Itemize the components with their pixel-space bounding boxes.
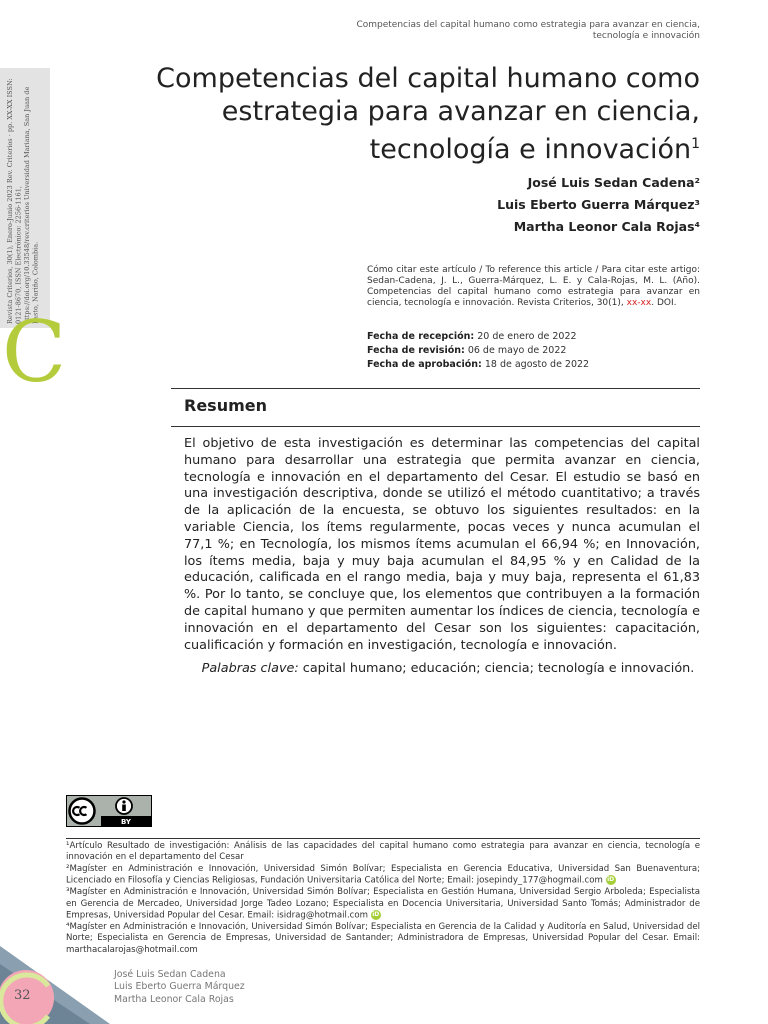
orcid-icon[interactable]: iD — [372, 910, 380, 918]
author-name: Luis Eberto Guerra Márquez³ — [497, 197, 700, 212]
footnote-3-text: ³Magíster en Administración e Innovación, Universidad Simón Bolívar; Especialista en Gestión Humana, Universidad Sergio Arboleda; Especialista en Gerencia de Mercadeo, Universidad Jorge Tadeo Lozano; Especialista en Docencia Universitaria, Universidad Santo Tomás; Administrador de Empresas, Universidad Popular del Cesar. Email: isidrag@hotmail.com — [66, 887, 700, 921]
keywords-line — [184, 660, 700, 677]
running-head: Competencias del capital humano como estrategia para avanzar en ciencia, tecnología e innovación — [356, 20, 700, 41]
author-list — [300, 172, 700, 238]
footnote-2-text: ²Magíster en Administración e Innovación, Universidad Simón Bolívar; Especialista en Gerencia Educativa, Universidad San Buenaventura; Licenciado en Filosofía y Ciencias Religiosas, Fundación Universitaria Católica del Norte; Email: josepindy_177@hogmail.com — [66, 863, 700, 886]
footer-author: Martha Leonor Cala Rojas — [114, 993, 234, 1005]
date-label: Fecha de aprobación: — [367, 359, 482, 370]
date-label: Fecha de recepción: — [367, 331, 475, 342]
journal-sidebar — [0, 68, 50, 328]
citation-doi: . DOI. — [651, 298, 677, 308]
date-value: 18 de agosto de 2022 — [484, 359, 590, 370]
date-received — [367, 330, 700, 344]
citation-pages: xx-xx — [626, 298, 652, 308]
date-revised — [367, 344, 700, 358]
date-value: 06 de mayo de 2022 — [467, 345, 567, 356]
article-title-text: Competencias del capital humano como estrategia para avanzar en ciencia, tecnología e innovación — [156, 63, 700, 165]
footer-author: Luis Eberto Guerra Márquez — [114, 981, 245, 993]
footnote-1: ¹Artículo Resultado de investigación: Análisis de las capacidades del capital humano como estrategia para avanzar en ciencia, tecnología e innovación en el departamento del Cesar — [66, 841, 700, 863]
keywords-label: Palabras clave: — [201, 661, 299, 676]
abstract-heading: Resumen — [184, 396, 267, 415]
author-name: Martha Leonor Cala Rojas⁴ — [513, 219, 700, 234]
footnote-3 — [66, 887, 700, 922]
footnotes — [66, 838, 700, 956]
date-value: 20 de enero de 2022 — [477, 331, 577, 342]
footer-authors — [114, 969, 245, 1006]
citation-text: Cómo citar este artículo / To reference this article / Para citar este artigo: Sedan-Cadena, J. L., Guerra-Márquez, L. E. y Cala-Rojas, M. L. (Año). Competencias del capital humano como estrategia para avanzar en ciencia, tecnología e innovación. Revista Criterios, 30(1), — [367, 265, 700, 308]
journal-info: Revista Criterios, 30(1), Enero-Junio 2023 Rev. Criterios · pp. XX-XX ISSN: 0121-8670, ISSN Electrónico: 2256-1161, https://doi.org/10.33548/rev.criterios Universidad Mariana, San Juan de Pasto, Nariño, Colombia. — [6, 78, 40, 324]
date-approved — [367, 358, 700, 372]
abstract-text: El objetivo de esta investigación es determinar las competencias del capital humano para desarrollar una estrategia que permita avanzar en ciencia, tecnología e innovación en el departamento del Cesar. El estudio se basó en una investigación descriptiva, donde se utilizó el método cuantitativo; a través de la aplicación de la encuesta, se obtuvo los siguientes resultados: en la variable Ciencia, los ítems regularmente, pocas veces y nunca acumulan el 77,1 %; en Tecnología, los mismos ítems acumulan el 66,94 %; en Innovación, los ítems media, baja y muy baja acumulan el 84,95 % y en Calidad de la educación, calificada en el rango media, baja y muy baja, representa el 61,83 %. Por lo tanto, se concluye que, los elementos que contribuyen a la formación de capital humano y que permiten aumentar los índices de ciencia, tecnología e innovación en el departamento del Cesar son los siguientes: capacitación, cualificación y formación en investigación, tecnología e innovación. — [184, 436, 700, 653]
page-number: 32 — [14, 988, 31, 1003]
article-title — [100, 62, 700, 166]
footnote-2 — [66, 864, 700, 887]
citation-block — [367, 265, 700, 309]
section-rule-top — [171, 388, 700, 389]
footnote-4: ⁴Magíster en Administración e Innovación, Universidad Simón Bolívar; Especialista en Gerencia de la Calidad y Auditoría en Salud, Universidad del Norte; Especialista en Gerencia de Empresas, Universidad de Santander; Administradora de Empresas, Universidad Popular del Cesar. Email: marthacalarojas@hotmail.com — [66, 921, 700, 955]
title-footnote-marker: 1 — [691, 136, 700, 152]
page-corner-decoration — [0, 946, 110, 1024]
section-rule-bottom — [171, 426, 700, 427]
date-label: Fecha de revisión: — [367, 345, 465, 356]
orcid-icon[interactable]: iD — [607, 876, 615, 884]
cc-by-license-badge[interactable] — [66, 795, 152, 827]
cc-by-icon — [67, 796, 151, 826]
cc-by-label: BY — [120, 818, 132, 826]
author-name: José Luis Sedan Cadena² — [527, 175, 700, 190]
footer-author: José Luis Sedan Cadena — [114, 969, 226, 980]
journal-logo-letter: C — [2, 303, 67, 401]
keywords-text: capital humano; educación; ciencia; tecnología e innovación. — [302, 661, 695, 676]
dates-block — [367, 330, 700, 372]
